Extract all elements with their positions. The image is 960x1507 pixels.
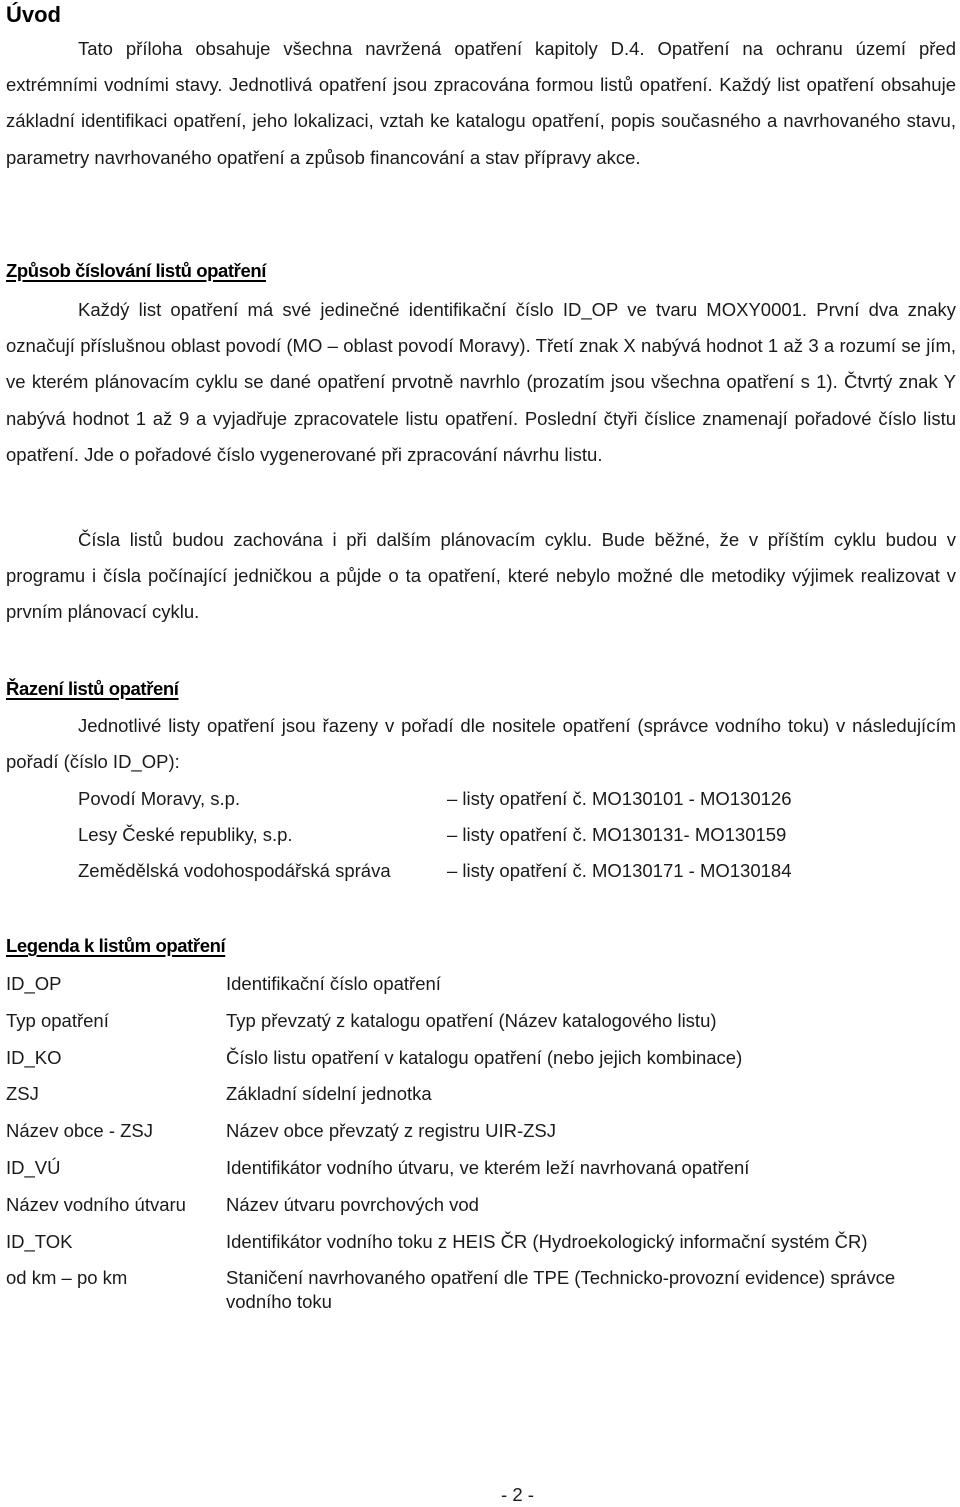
ordering-range-2: – listy opatření č. MO130131- MO130159 bbox=[447, 824, 787, 845]
legend-desc: Číslo listu opatření v katalogu opatření (nebo jejich kombinace) bbox=[226, 1047, 743, 1068]
ordering-org-1: Povodí Moravy, s.p. bbox=[78, 788, 241, 809]
legend-desc: Název obce převzatý z registru UIR-ZSJ bbox=[226, 1120, 557, 1141]
ordering-org-2: Lesy České republiky, s.p. bbox=[78, 824, 293, 845]
legend-term: Název obce - ZSJ bbox=[6, 1120, 154, 1141]
legend-term: Název vodního útvaru bbox=[6, 1194, 186, 1215]
legend-term: ID_TOK bbox=[6, 1231, 73, 1252]
legend-term: ID_OP bbox=[6, 973, 62, 994]
ordering-heading: Řazení listů opatření bbox=[6, 678, 179, 699]
legend-term: ZSJ bbox=[6, 1083, 39, 1104]
numbering-paragraph-2: Čísla listů budou zachována i při dalším plánovacím cyklu. Bude běžné, že v příštím cyklu budou v programu i čísla počínající jedničkou a půjde o ta opatření, které nebylo možné dle metodiky výjimek realizovat v prvním plánovací cyklu. bbox=[6, 529, 956, 623]
numbering-heading: Způsob číslování listů opatření bbox=[6, 260, 266, 281]
legend-term: ID_KO bbox=[6, 1047, 62, 1068]
legend-term: ID_VÚ bbox=[6, 1157, 61, 1178]
legend-desc: Základní sídelní jednotka bbox=[226, 1083, 432, 1104]
legend-term: Typ opatření bbox=[6, 1010, 109, 1031]
legend-desc: Identifikátor vodního toku z HEIS ČR (Hydroekologický informační systém ČR) bbox=[226, 1231, 868, 1252]
page-number: - 2 - bbox=[501, 1484, 534, 1505]
legend-desc: Identifikátor vodního útvaru, ve kterém leží navrhovaná opatření bbox=[226, 1157, 750, 1178]
ordering-range-3: – listy opatření č. MO130171 - MO130184 bbox=[447, 860, 792, 881]
legend-heading: Legenda k listům opatření bbox=[6, 935, 226, 956]
ordering-range-1: – listy opatření č. MO130101 - MO130126 bbox=[447, 788, 792, 809]
intro-paragraph: Tato příloha obsahuje všechna navržená opatření kapitoly D.4. Opatření na ochranu území před extrémními vodními stavy. Jednotlivá opatření jsou zpracována formou listů opatření. Každý list opatření obsahuje základní identifikaci opatření, jeho lokalizaci, vztah ke katalogu opatření, popis současného a navrhovaného stavu, parametry navrhovaného opatření a způsob financování a stav přípravy akce. bbox=[6, 38, 956, 168]
intro-heading: Úvod bbox=[6, 2, 61, 27]
numbering-paragraph-1: Každý list opatření má své jedinečné identifikační číslo ID_OP ve tvaru MOXY0001. První dva znaky označují příslušnou oblast povodí (MO – oblast povodí Moravy). Třetí znak X nabývá hodnot 1 až 3 a rozumí se jím, ve kterém plánovacím cyklu se dané opatření prvotně navrhlo (prozatím jsou všechna opatření s 1). Čtvrtý znak Y nabývá hodnot 1 až 9 a vyjadřuje zpracovatele listu opatření. Poslední čtyři číslice znamenají pořadové číslo listu opatření. Jde o pořadové číslo vygenerované při zpracování návrhu listu. bbox=[6, 299, 956, 465]
legend-desc: Staničení navrhovaného opatření dle TPE (Technicko-provozní evidence) správce vodního toku bbox=[226, 1267, 896, 1312]
legend-desc: Typ převzatý z katalogu opatření (Název katalogového listu) bbox=[226, 1010, 717, 1031]
ordering-org-3: Zemědělská vodohospodářská správa bbox=[78, 860, 391, 881]
legend-term: od km – po km bbox=[6, 1267, 128, 1288]
legend-desc: Identifikační číslo opatření bbox=[226, 973, 441, 994]
legend-desc: Název útvaru povrchových vod bbox=[226, 1194, 479, 1215]
ordering-paragraph: Jednotlivé listy opatření jsou řazeny v pořadí dle nositele opatření (správce vodního toku) v následujícím pořadí (číslo ID_OP): bbox=[6, 715, 956, 773]
